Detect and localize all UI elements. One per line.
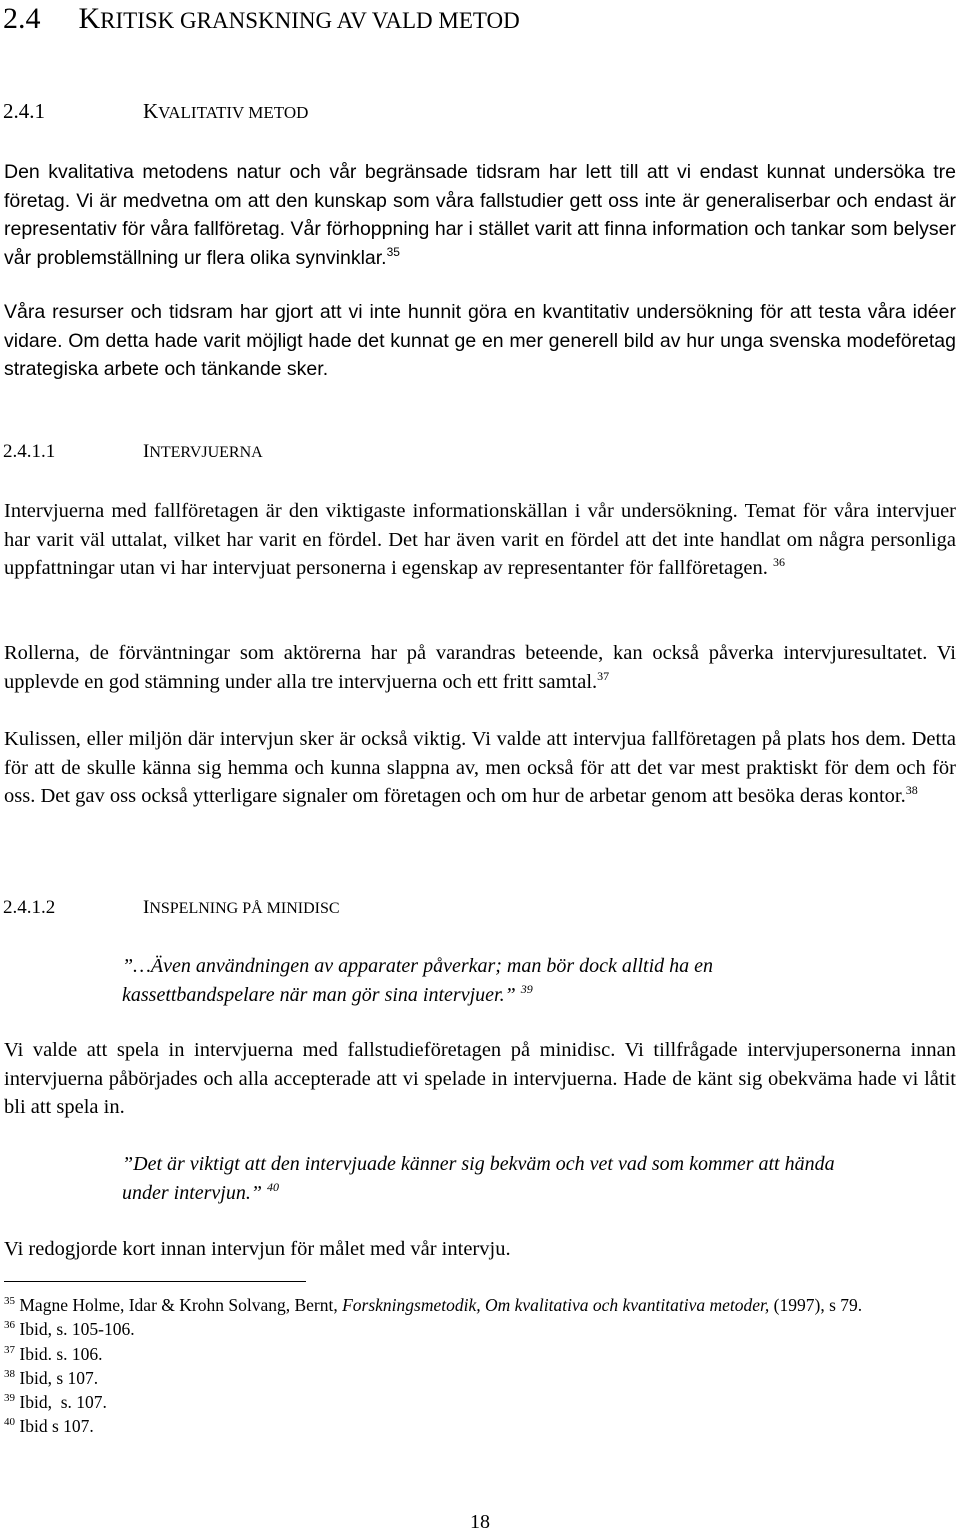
section-number: 2.4 <box>3 2 41 35</box>
quote-text: ”Det är viktigt att den intervjuade känner sig bekväm och vet vad som kommer att hända under intervjun.” <box>122 1153 835 1204</box>
paragraph-text: Kulissen, eller miljön där intervjun sker är också viktig. Vi valde att intervjua fallföretagen på plats hos dem. Detta för att de skulle känna sig hemma och kunna slappna av, men också för att det var mest praktiskt för dem och för oss. Det gav oss också ytterligare signaler om företagen och om hur de arbetar genom att besöka deras kontor. <box>4 728 956 808</box>
footnote-text: Magne Holme, Idar & Krohn Solvang, Bernt, <box>19 1295 338 1315</box>
page-number: 18 <box>470 1511 490 1533</box>
footnote-text: Ibid, s. 105-106. <box>19 1319 135 1340</box>
paragraph-kvalitativ-1 <box>4 158 956 272</box>
subsection-number: 2.4.1.1 <box>3 441 56 462</box>
paragraph-intervjuerna-1 <box>4 497 956 583</box>
footnote-ref: 40 <box>267 1179 279 1194</box>
footnote-number: 38 <box>4 1367 15 1380</box>
paragraph-text: Intervjuerna med fallföretagen är den viktigaste informationskällan i vår undersökning. Temat för våra intervjuer har varit väl uttalat, vilket har varit en fördel. Det har även varit en fördel att det inte handlat om några personliga uppfattningar utan vi har intervjuat personerna i egenskap av representanter för fallföretagen. <box>4 500 956 580</box>
footnote-text: Ibid, s 107. <box>19 1367 99 1388</box>
subsection-heading-kvalitativ <box>3 99 308 124</box>
footnote-37 <box>4 1342 956 1366</box>
section-title-rest: RITISK GRANSKNING AV VALD METOD <box>100 8 520 33</box>
footnote-39 <box>4 1390 956 1414</box>
subsection-title-first: I <box>143 897 150 918</box>
quote-text: ”…Även användningen av apparater påverkar; man bör dock alltid ha en kassettbandspelare när man gör sina intervjuer.” <box>122 955 714 1006</box>
subsection-number: 2.4.1 <box>3 99 45 123</box>
footnote-text: Ibid s 107. <box>19 1416 94 1437</box>
footnote-number: 40 <box>4 1416 15 1429</box>
subsection-title-first: K <box>143 99 159 123</box>
footnote-book-title: Forskningsmetodik, Om kvalitativa och kvantitativa metoder, <box>342 1295 770 1315</box>
footnote-number: 35 <box>4 1295 15 1307</box>
paragraph-text: Vi redogjorde kort innan intervjun för målet med vår intervju. <box>4 1238 511 1260</box>
subsection-number: 2.4.1.2 <box>3 897 56 918</box>
footnote-number: 39 <box>4 1392 15 1405</box>
footnote-text-end: (1997), s 79. <box>773 1295 863 1315</box>
paragraph-kvalitativ-2 <box>4 298 956 384</box>
subsection-title-rest: VALITATIV METOD <box>158 103 309 122</box>
paragraph-intervjuerna-3 <box>4 725 956 811</box>
footnote-text: Ibid. s. 106. <box>19 1343 103 1364</box>
subsection-title-first: I <box>143 441 150 462</box>
paragraph-text: Vi valde att spela in intervjuerna med fallstudieföretagen på minidisc. Vi tillfrågade intervjupersonerna innan intervjuerna påbörjades och alla accepterade att vi spelade in intervjuerna. Hade de känt sig obekväma hade vi låtit bli att spela in. <box>4 1039 956 1119</box>
section-heading <box>3 0 520 40</box>
subsection-heading-inspelning <box>3 897 340 919</box>
paragraph-inspelning-1 <box>4 1036 956 1122</box>
footnote-ref: 37 <box>597 668 610 683</box>
block-quote-2 <box>122 1150 842 1207</box>
block-quote-1 <box>122 952 842 1009</box>
section-title-first: K <box>78 2 101 35</box>
paragraph-text: Våra resurser och tidsram har gjort att vi inte hunnit göra en kvantitativ undersökning för att testa våra idéer vidare. Om detta hade varit möjligt hade det kunnat ge en mer generell bild av hur unga svenska modeföretag strategiska arbete och tänkande sker. <box>4 301 956 381</box>
footnote-40 <box>4 1414 956 1438</box>
footnote-36 <box>4 1317 956 1341</box>
footnote-text: Ibid, s. 107. <box>19 1392 107 1413</box>
footnote-number: 37 <box>4 1343 15 1356</box>
paragraph-text: Den kvalitativa metodens natur och vår begränsade tidsram har lett till att vi endast kunnat undersöka tre företag. Vi är medvetna om att den kunskap som våra fallstudier gett oss inte är generaliserbar och endast är representativ för våra fallföretag. Vår förhoppning har i stället varit att finna information och tankar som belyser vår problemställning ur flera olika synvinklar. <box>4 161 956 269</box>
footnote-separator <box>4 1281 306 1282</box>
paragraph-intervjuerna-2 <box>4 639 956 696</box>
footnote-ref: 39 <box>520 981 533 996</box>
footnote-list <box>4 1293 956 1439</box>
footnote-ref: 36 <box>773 555 785 570</box>
subsection-heading-intervjuerna <box>3 441 263 463</box>
subsection-title-rest: NTERVJUERNA <box>149 444 263 461</box>
paragraph-text: Rollerna, de förväntningar som aktörerna har på varandras beteende, kan också påverka intervjuresultatet. Vi upplevde en god stämning under alla tre intervjuerna och ett fritt samtal. <box>4 642 956 693</box>
footnote-number: 36 <box>4 1319 15 1332</box>
paragraph-inspelning-2 <box>4 1235 956 1264</box>
footnote-ref: 38 <box>905 783 918 798</box>
footnote-35 <box>4 1293 956 1317</box>
footnote-38 <box>4 1366 956 1390</box>
subsection-title-rest: NSPELNING PÅ MINIDISC <box>149 900 340 917</box>
footnote-ref: 35 <box>386 244 400 259</box>
